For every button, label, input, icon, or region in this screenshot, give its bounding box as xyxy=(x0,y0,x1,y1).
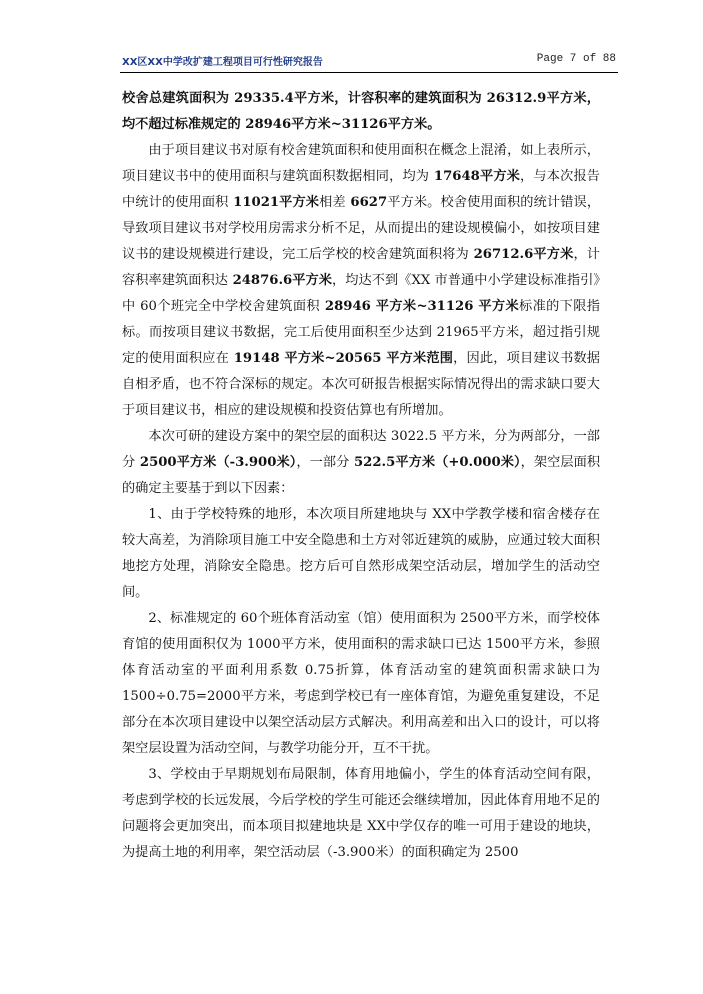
text-run: ，与本次报告中统计的使用面积 xyxy=(122,169,600,210)
text-run-bold: 28946 平方米~31126 平方米 xyxy=(319,299,520,314)
document-body xyxy=(122,86,600,866)
text-run-bold: 11021平方米 xyxy=(228,195,320,210)
text-run-bold: 19148 平方米~20565 平方米范围 xyxy=(228,351,454,366)
text-run: 本次可研的建设方案中的架空层的面积达 3022.5 平方米，分为两部分，一部分 xyxy=(122,429,600,470)
text-run: ，因此，项目建议书数据自相矛盾，也不符合深标的规定。本次可研报告根据实际情况得出的需求缺口要大于项目建议书，相应的建设规模和投资估算也有所增加。 xyxy=(122,351,600,418)
page-header xyxy=(120,50,618,73)
document-title: XX区XX中学改扩建工程项目可行性研究报告 xyxy=(122,57,323,68)
text-run: ，计容积率建筑面积达 xyxy=(122,247,600,288)
text-run: 2、标准规定的 60个班体育活动室（馆）使用面积为 2500平方米，而学校体育馆的使用面积仅为 1000平方米，使用面积的需求缺口已达 1500平方米，参照体育活动室的平面利用系数 0.75折算，体育活动室的建筑面积需求缺口为 1500÷0.75=2000平方米，考虑到学校已有一座体育馆，为避免重复建设，不足部分在本次项目建设中以架空活动层方式解决。利用高差和出入口的设计，可以将架空层设置为活动空间，与教学功能分开，互不干扰。 xyxy=(122,611,600,756)
text-run: 1、由于学校特殊的地形，本次项目所建地块与 XX中学教学楼和宿舍楼存在较大高差，为消除项目施工中安全隐患和土方对邻近建筑的威胁，应通过较大面积地挖方处理，消除安全隐患。挖方后可自然形成架空活动层，增加学生的活动空间。 xyxy=(122,507,600,600)
text-run-bold: 17648平方米 xyxy=(429,169,521,184)
text-run-bold: 2500平方米（-3.900米） xyxy=(135,455,297,470)
text-run: 相差 xyxy=(319,195,346,210)
text-run-bold: 522.5平方米（+0.000米） xyxy=(349,455,521,470)
text-run: 平方米。校舍使用面积的统计错误，导致项目建议书对学校用房需求分析不足，从而提出的建设规模偏小，如按项目建议书的建设规模进行建设，完工后学校的校舍建筑面积将为 xyxy=(122,195,601,262)
text-run-bold: 26712.6平方米 xyxy=(468,247,574,262)
paragraph xyxy=(122,138,600,424)
paragraph xyxy=(122,606,600,762)
paragraph xyxy=(122,762,600,866)
text-run: ，一部分 xyxy=(296,455,350,470)
text-run: 校舍总建筑面积为 29335.4平方米，计容积率的建筑面积为 26312.9平方米，均不超过标准规定的 28946平方米~31126平方米。 xyxy=(122,91,600,132)
paragraph xyxy=(122,424,600,502)
paragraph xyxy=(122,86,600,138)
paragraph xyxy=(122,502,600,606)
page-number: Page 7 of 88 xyxy=(536,53,616,65)
text-run: ，均达不到《XX 市普通中小学建设标准指引》中 60个班完全中学校舍建筑面积 xyxy=(122,273,600,314)
text-run: 由于项目建议书对原有校舍建筑面积和使用面积在概念上混淆，如上表所示，项目建议书中的使用面积与建筑面积数据相同，均为 xyxy=(122,143,600,184)
text-run: ，架空层面积的确定主要基于到以下因素： xyxy=(122,455,601,496)
text-run: 3、学校由于早期规划布局限制，体育用地偏小，学生的体育活动空间有限，考虑到学校的长远发展，今后学校的学生可能还会继续增加，因此体育用地不足的问题将会更加突出，而本项目拟建地块是 XX中学仅存的唯一可用于建设的地块，为提高土地的利用率，架空活动层（-3.900米）的面积确定为 2500 xyxy=(122,767,600,860)
text-run-bold: 6627 xyxy=(345,195,388,210)
text-run: 标准的下限指标。而按项目建议书数据，完工后使用面积至少达到 21965平方米，超过指引规定的使用面积应在 xyxy=(122,299,600,366)
text-run-bold: 24876.6平方米 xyxy=(227,273,333,288)
